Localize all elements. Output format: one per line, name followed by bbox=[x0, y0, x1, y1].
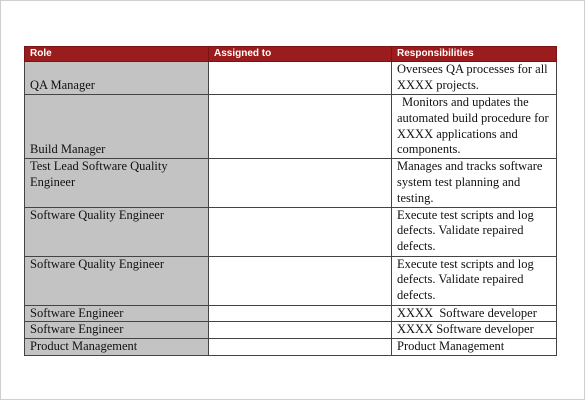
responsibilities-cell: Product Management bbox=[392, 339, 557, 356]
table-row bbox=[25, 159, 557, 207]
assigned-cell[interactable] bbox=[209, 339, 392, 356]
table-row bbox=[25, 256, 557, 305]
role-cell: Software Quality Engineer bbox=[25, 207, 209, 256]
assigned-cell[interactable] bbox=[209, 95, 392, 159]
roles-table bbox=[24, 46, 557, 356]
assigned-cell[interactable] bbox=[209, 62, 392, 95]
table-header-row bbox=[25, 47, 557, 62]
assigned-cell[interactable] bbox=[209, 322, 392, 339]
assigned-cell[interactable] bbox=[209, 305, 392, 322]
role-cell: Product Management bbox=[25, 339, 209, 356]
responsibilities-cell: Monitors and updates the automated build procedure for XXXX applications and components. bbox=[392, 95, 557, 159]
header-role: Role bbox=[25, 47, 209, 62]
table-row bbox=[25, 305, 557, 322]
role-cell: Software Engineer bbox=[25, 322, 209, 339]
assigned-cell[interactable] bbox=[209, 159, 392, 207]
assigned-cell[interactable] bbox=[209, 207, 392, 256]
header-responsibilities: Responsibilities bbox=[392, 47, 557, 62]
table-row bbox=[25, 322, 557, 339]
role-cell: Test Lead Software Quality Engineer bbox=[25, 159, 209, 207]
table-row bbox=[25, 62, 557, 95]
responsibilities-cell: Execute test scripts and log defects. Validate repaired defects. bbox=[392, 207, 557, 256]
role-cell: QA Manager bbox=[25, 62, 209, 95]
responsibilities-cell: Oversees QA processes for all XXXX projects. bbox=[392, 62, 557, 95]
table-row bbox=[25, 207, 557, 256]
assigned-cell[interactable] bbox=[209, 256, 392, 305]
role-cell: Software Quality Engineer bbox=[25, 256, 209, 305]
responsibilities-cell: XXXX Software developer bbox=[392, 305, 557, 322]
responsibilities-cell: Execute test scripts and log defects. Validate repaired defects. bbox=[392, 256, 557, 305]
table-row bbox=[25, 339, 557, 356]
header-assigned-to: Assigned to bbox=[209, 47, 392, 62]
role-cell: Build Manager bbox=[25, 95, 209, 159]
responsibilities-cell: Manages and tracks software system test planning and testing. bbox=[392, 159, 557, 207]
responsibilities-cell: XXXX Software developer bbox=[392, 322, 557, 339]
table-row bbox=[25, 95, 557, 159]
role-cell: Software Engineer bbox=[25, 305, 209, 322]
